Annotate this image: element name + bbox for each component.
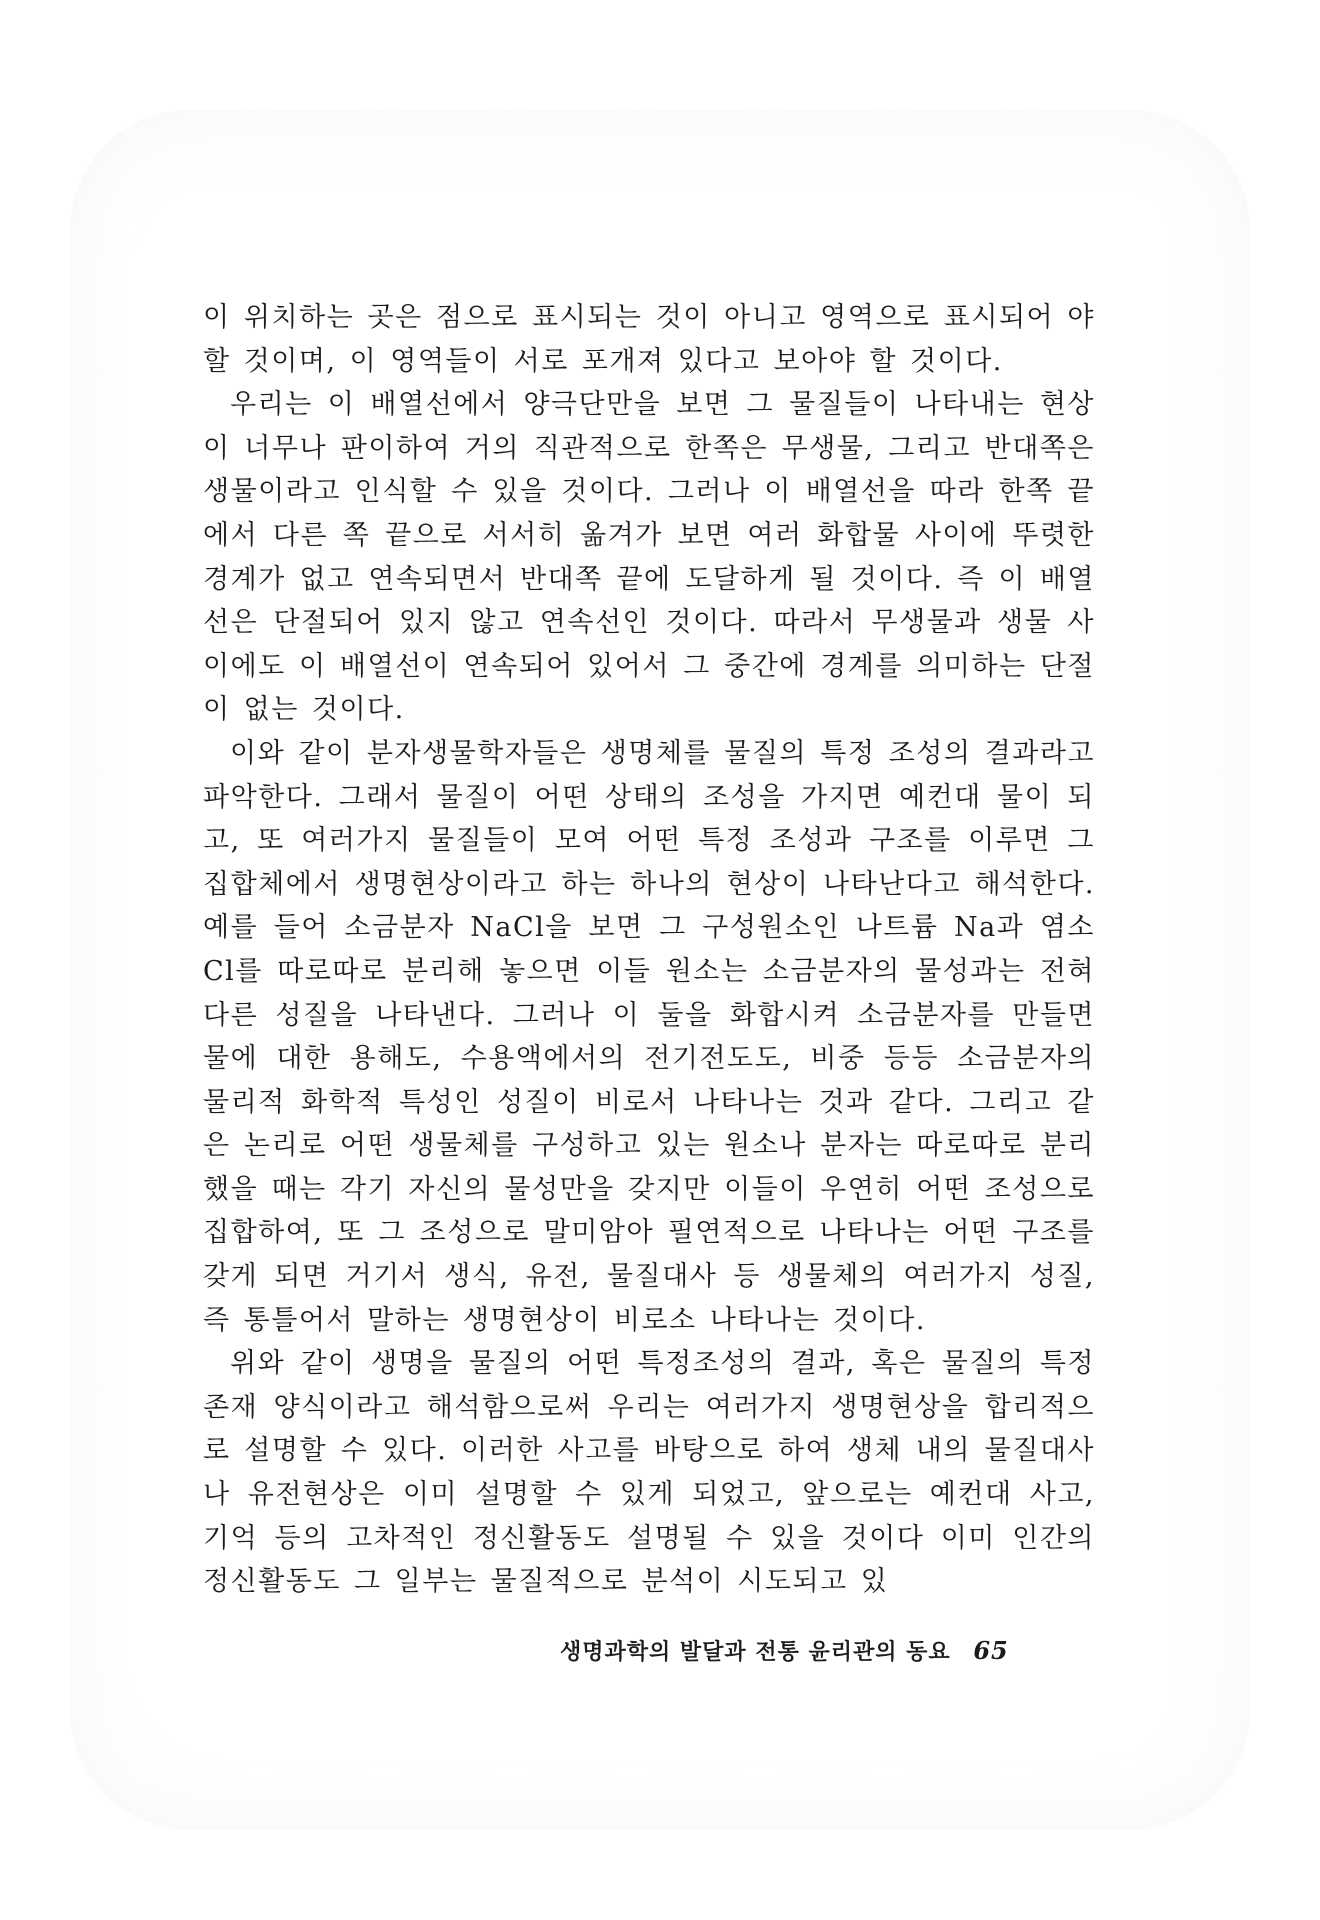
paragraph-4: 위와 같이 생명을 물질의 어떤 특정조성의 결과, 혹은 물질의 특정 존재 양식이라고 해석함으로써 우리는 여러가지 생명현상을 합리적으로 설명할 수 있다. 이러한 사고를 바탕으로 하여 생체 내의 물질대사나 유전현상은 이미 설명할 수 있게 되었고, 앞으로는 예컨대 사고, 기억 등의 고차적인 정신활동도 설명될 수 있을 것이다 이미 인간의 정신활동도 그 일부는 물질적으로 분석이 시도되고 있 <box>203 1348 1095 1598</box>
paragraph-2: 우리는 이 배열선에서 양극단만을 보면 그 물질들이 나타내는 현상이 너무나 판이하여 거의 직관적으로 한쪽은 무생물, 그리고 반대쪽은 생물이라고 인식할 수 있을 것이다. 그러나 이 배열선을 따라 한쪽 끝에서 다른 쪽 끝으로 서서히 옮겨가 보면 여러 화합물 사이에 뚜렷한 경계가 없고 연속되면서 반대쪽 끝에 도달하게 될 것이다. 즉 이 배열선은 단절되어 있지 않고 연속선인 것이다. 따라서 무생물과 생물 사이에도 이 배열선이 연속되어 있어서 그 중간에 경계를 의미하는 단절이 없는 것이다. <box>203 389 1095 726</box>
running-title: 생명과학의 발달과 전통 윤리관의 동요 <box>560 1639 951 1665</box>
body-text <box>203 296 1095 1604</box>
page-number: 65 <box>973 1636 1009 1665</box>
paragraph-3: 이와 같이 분자생물학자들은 생명체를 물질의 특정 조성의 결과라고 파악한다. 그래서 물질이 어떤 상태의 조성을 가지면 예컨대 물이 되고, 또 여러가지 물질들이 모여 어떤 특정 조성과 구조를 이루면 그 집합체에서 생명현상이라고 하는 하나의 현상이 나타난다고 해석한다. 예를 들어 소금분자 NaCl을 보면 그 구성원소인 나트륨 Na과 염소 Cl를 따로따로 분리해 놓으면 이들 원소는 소금분자의 물성과는 전혀 다른 성질을 나타낸다. 그러나 이 둘을 화합시켜 소금분자를 만들면 물에 대한 용해도, 수용액에서의 전기전도도, 비중 등등 소금분자의 물리적 화학적 특성인 성질이 비로서 나타나는 것과 같다. 그리고 같은 논리로 어떤 생물체를 구성하고 있는 원소나 분자는 따로따로 분리했을 때는 각기 자신의 물성만을 갖지만 이들이 우연히 어떤 조성으로 집합하여, 또 그 조성으로 말미암아 필연적으로 나타나는 어떤 구조를 갖게 되면 거기서 생식, 유전, 물질대사 등 생물체의 여러가지 성질, 즉 통틀어서 말하는 생명현상이 비로소 나타나는 것이다. <box>203 737 1095 1336</box>
page-footer <box>560 1635 1080 1666</box>
paragraph-1: 이 위치하는 곳은 점으로 표시되는 것이 아니고 영역으로 표시되어 야 할 것이며, 이 영역들이 서로 포개져 있다고 보아야 할 것이다. <box>203 302 1095 377</box>
